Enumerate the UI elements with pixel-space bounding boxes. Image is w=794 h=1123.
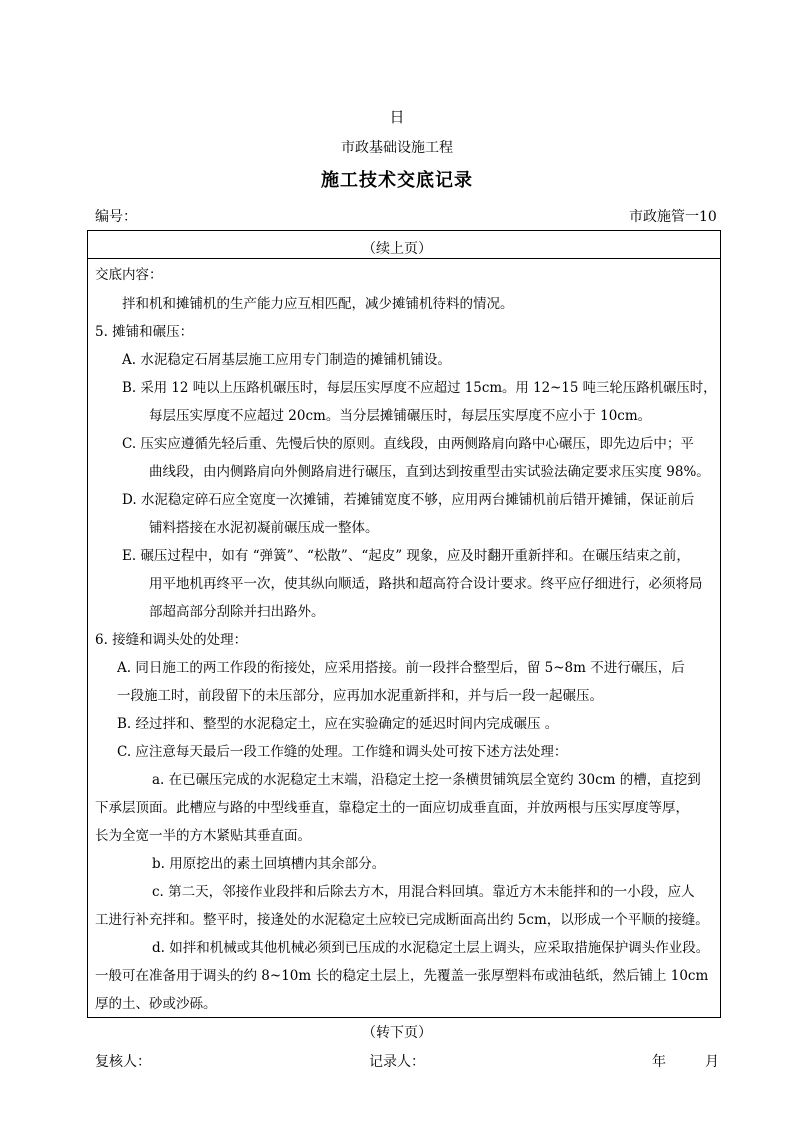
reviewer-label: 复核人： xyxy=(95,1054,151,1070)
content-line: a. 在已碾压完成的水泥稳定土末端，沿稳定土挖一条横贯铺筑层全宽约 30cm 的槽，直挖到 xyxy=(152,772,701,788)
content-line: A. 水泥稳定石屑基层施工应用专门制造的摊铺机铺设。 xyxy=(122,352,451,368)
page-title: 施工技术交底记录 xyxy=(321,170,473,191)
content-line: c. 第二天，邻接作业段拌和后除去方木，用混合料回填。靠近方木未能拌和的一小段，应人 xyxy=(152,884,695,900)
content-line: A. 同日施工的两工作段的衔接处，应采用搭接。前一段拌合整型后，留 5~8m 不进行碾压，后 xyxy=(117,660,685,676)
content-line: C. 压实应遵循先轻后重、先慢后快的原则。直线段，由两侧路肩向路中心碾压，即先边后中；平 xyxy=(122,436,694,452)
content-line: 6. 接缝和调头处的处理： xyxy=(95,632,248,648)
content-line: C. 应注意每天最后一段工作缝的处理。工作缝和调头处可按下述方法处理： xyxy=(117,744,568,760)
content-line: 铺料搭接在水泥初凝前碾压成一整体。 xyxy=(149,520,379,536)
content-line: 下承层顶面。此槽应与路的中型线垂直，靠稳定土的一面应切成垂直面，并放两根与压实厚度等厚， xyxy=(95,800,689,816)
content-line: 5. 摊铺和碾压： xyxy=(95,324,194,340)
year-label: 年 xyxy=(652,1054,666,1070)
code-label: 编号： xyxy=(95,209,137,225)
content-line: 每层压实厚度不应超过 20cm。当分层摊铺碾压时，每层压实厚度不应小于 10cm。 xyxy=(149,408,652,424)
content-line: 一段施工时，前段留下的未压部分，应再加水泥重新拌和，并与后一段一起碾压。 xyxy=(117,688,603,704)
content-line: 交底内容： xyxy=(95,267,163,283)
department-name: 市政基础设施工程 xyxy=(341,140,453,156)
content-line: d. 如拌和机械或其他机械必须到已压成的水泥稳定土层上调头，应采取措施保护调头作业段。 xyxy=(152,940,710,956)
content-line: B. 采用 12 吨以上压路机碾压时，每层压实厚度不应超过 15cm。用 12~15 吨三轮压路机碾压时， xyxy=(122,380,717,396)
continued-from-label: （续上页） xyxy=(362,241,432,257)
content-line: 厚的土、砂或沙砾。 xyxy=(95,996,217,1012)
content-line: b. 用原挖出的素土回填槽内其余部分。 xyxy=(152,856,386,872)
content-line: 部超高部分刮除并扫出路外。 xyxy=(149,604,325,620)
top-character: 日 xyxy=(389,108,405,126)
content-line: 用平地机再终平一次，使其纵向顺适，路拱和超高符合设计要求。终平应仔细进行，必须将局 xyxy=(149,576,703,592)
frame-divider xyxy=(87,258,721,259)
content-line: E. 碾压过程中，如有 “弹簧”、“松散”、“起皮” 现象，应及时翻开重新拌和。在碾压结束之前， xyxy=(122,548,690,564)
recorder-label: 记录人： xyxy=(369,1054,425,1070)
content-line: 长为全宽一半的方木紧贴其垂直面。 xyxy=(95,828,311,844)
content-line: B. 经过拌和、整型的水泥稳定土，应在实验确定的延迟时间内完成碾压 。 xyxy=(117,716,559,732)
content-line: 一般可在准备用于调头的约 8~10m 长的稳定土层上，先覆盖一张厚塑料布或油毡纸，然后铺上 10cm xyxy=(95,968,709,984)
content-line: 工进行补充拌和。整平时，接逢处的水泥稳定土应较已完成断面高出约 5cm，以形成一个平顺的接缝。 xyxy=(95,912,709,928)
content-line: D. 水泥稳定碎石应全宽度一次摊铺，若摊铺宽度不够，应用两台摊铺机前后错开摊铺，保证前后 xyxy=(122,492,695,508)
code-value: 市政施管一10 xyxy=(629,209,717,225)
continued-to-label: （转下页） xyxy=(362,1025,432,1041)
content-line: 曲线段，由内侧路肩向外侧路肩进行碾压，直到达到按重型击实试验法确定要求压实度 98%。 xyxy=(149,464,710,480)
month-label: 月 xyxy=(705,1054,719,1070)
content-line: 拌和机和摊铺机的生产能力应互相匹配，减少摊铺机待料的情况。 xyxy=(122,296,514,312)
